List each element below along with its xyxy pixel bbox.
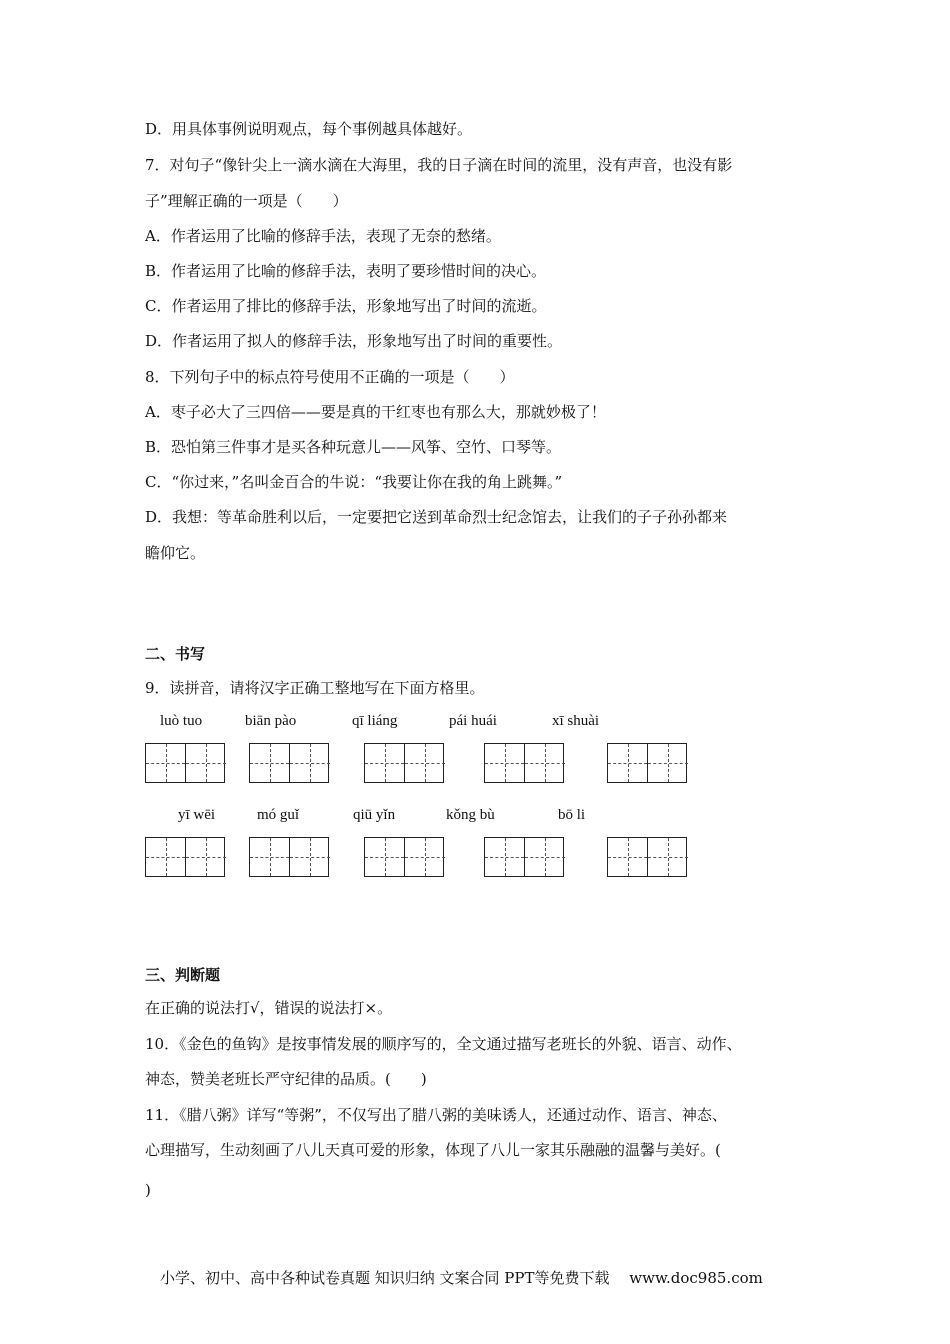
writing-grid[interactable] (145, 837, 225, 877)
q11-line3: ) (145, 1181, 151, 1199)
page-footer: 小学、初中、高中各种试卷真题 知识归纳 文案合同 PPT等免费下载 www.doc985.com (160, 1269, 763, 1287)
q8-option-d: D．我想：等革命胜利以后，一定要把它送到革命烈士纪念馆去，让我们的子子孙孙都来 (145, 508, 728, 526)
pinyin-label: luò tuo (160, 713, 203, 729)
q8-option-a: A．枣子必大了三四倍——要是真的干红枣也有那么大，那就妙极了！ (145, 403, 606, 421)
q6-option-d: D．用具体事例说明观点，每个事例越具体越好。 (145, 120, 473, 138)
grid-cell[interactable] (648, 838, 688, 876)
writing-grid[interactable] (607, 743, 687, 783)
section3-instruction: 在正确的说法打√，错误的说法打×。 (145, 999, 393, 1017)
writing-grid[interactable] (484, 837, 564, 877)
pinyin-label: qī liáng (352, 713, 398, 729)
grid-cell[interactable] (525, 744, 565, 782)
q7-stem-line1: 7．对句子“像针尖上一滴水滴在大海里，我的日子滴在时间的流里，没有声音，也没有影 (145, 156, 733, 174)
grid-cell[interactable] (485, 744, 525, 782)
grid-cell[interactable] (186, 744, 226, 782)
pinyin-label: yī wēi (178, 807, 216, 823)
grid-cell[interactable] (608, 744, 648, 782)
grid-cell[interactable] (250, 838, 290, 876)
pinyin-label: pái huái (449, 713, 497, 729)
grid-cell[interactable] (186, 838, 226, 876)
writing-grid[interactable] (364, 743, 444, 783)
section2-heading: 二、书写 (145, 645, 206, 663)
pinyin-label: qiū yǐn (353, 807, 396, 823)
q7-option-b: B．作者运用了比喻的修辞手法，表明了要珍惜时间的决心。 (145, 262, 547, 280)
q7-stem-line2: 子”理解正确的一项是（ ） (145, 192, 348, 210)
pinyin-label: mó guǐ (257, 807, 300, 823)
pinyin-label: xī shuài (552, 713, 600, 729)
q9-stem: 9．读拼音，请将汉字正确工整地写在下面方格里。 (145, 679, 485, 697)
grid-cell[interactable] (525, 838, 565, 876)
q7-option-d: D．作者运用了拟人的修辞手法，形象地写出了时间的重要性。 (145, 332, 563, 350)
grid-cell[interactable] (405, 838, 445, 876)
q7-option-a: A．作者运用了比喻的修辞手法，表现了无奈的愁绪。 (145, 227, 501, 245)
writing-grid[interactable] (249, 837, 329, 877)
section3-heading: 三、判断题 (145, 966, 221, 984)
q11-line2: 心理描写，生动刻画了八儿天真可爱的形象，体现了八儿一家其乐融融的温馨与美好。( (145, 1141, 721, 1159)
pinyin-label: biān pào (245, 713, 297, 729)
q8-stem: 8．下列句子中的标点符号使用不正确的一项是（ ） (145, 368, 515, 386)
grid-cell[interactable] (405, 744, 445, 782)
pinyin-label: bō li (558, 807, 586, 823)
grid-cell[interactable] (365, 744, 405, 782)
grid-cell[interactable] (485, 838, 525, 876)
q10-line1: 10．《金色的鱼钩》是按事情发展的顺序写的，全文通过描写老班长的外貌、语言、动作、 (145, 1035, 742, 1053)
q7-option-c: C．作者运用了排比的修辞手法，形象地写出了时间的流逝。 (145, 297, 547, 315)
writing-grid[interactable] (145, 743, 225, 783)
writing-grid[interactable] (484, 743, 564, 783)
grid-cell[interactable] (146, 744, 186, 782)
q8-option-d-cont: 瞻仰它。 (145, 544, 206, 562)
writing-grid[interactable] (364, 837, 444, 877)
q8-option-b: B．恐怕第三件事才是买各种玩意儿——风筝、空竹、口琴等。 (145, 438, 562, 456)
grid-cell[interactable] (648, 744, 688, 782)
q10-line2: 神态，赞美老班长严守纪律的品质。( ) (145, 1070, 427, 1088)
q8-option-c: C．“你过来，”名叫金百合的牛说：“我要让你在我的角上跳舞。” (145, 473, 563, 491)
writing-grid[interactable] (249, 743, 329, 783)
grid-cell[interactable] (290, 838, 330, 876)
grid-cell[interactable] (290, 744, 330, 782)
grid-cell[interactable] (608, 838, 648, 876)
grid-cell[interactable] (250, 744, 290, 782)
grid-cell[interactable] (146, 838, 186, 876)
q11-line1: 11．《腊八粥》详写“等粥”，不仅写出了腊八粥的美味诱人，还通过动作、语言、神态、 (145, 1106, 727, 1124)
writing-grid[interactable] (607, 837, 687, 877)
grid-cell[interactable] (365, 838, 405, 876)
pinyin-label: kǒng bù (446, 807, 495, 823)
